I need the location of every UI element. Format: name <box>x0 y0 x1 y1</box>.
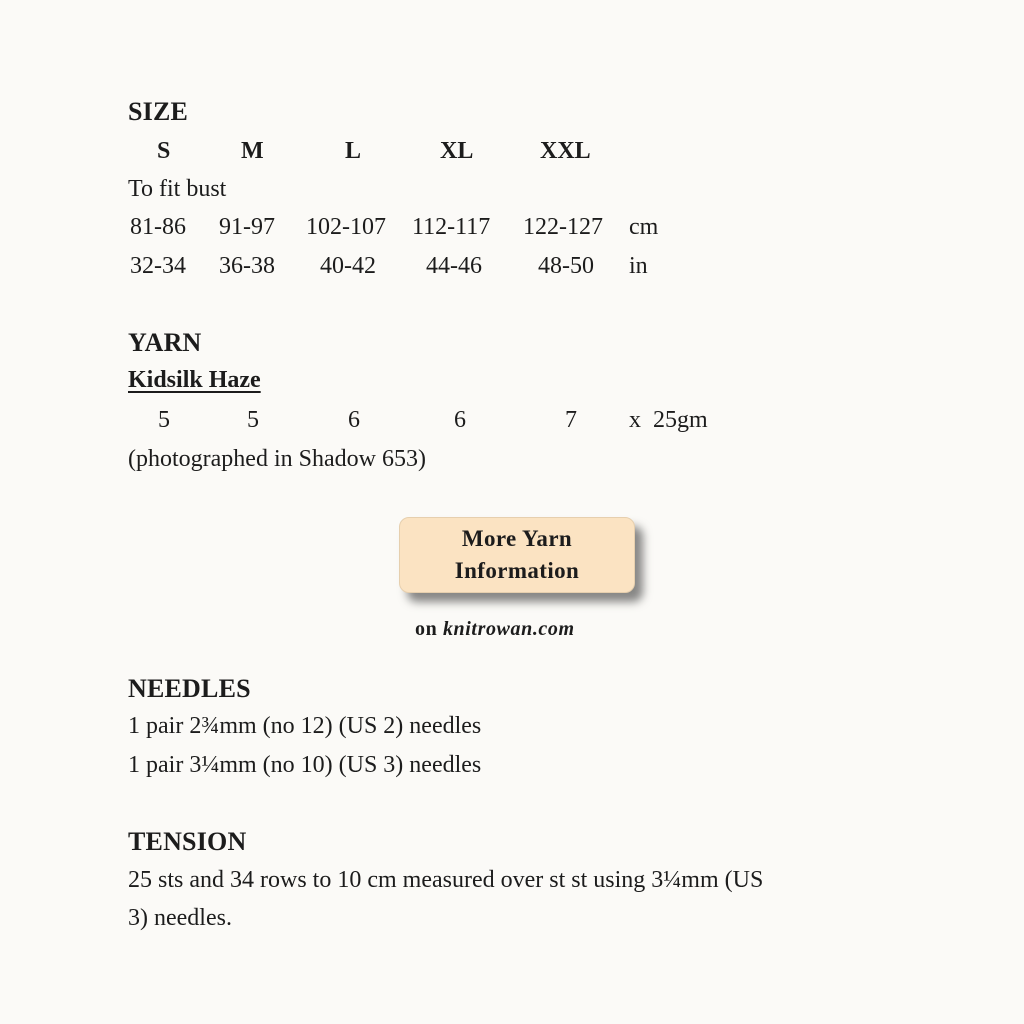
bust-cm-m: 91-97 <box>219 214 275 240</box>
tension-line-2: 3) needles. <box>128 905 232 931</box>
more-yarn-info-line1: More Yarn <box>461 526 573 551</box>
fit-bust-label: To fit bust <box>128 176 227 202</box>
bust-cm-unit: cm <box>629 214 659 240</box>
bust-in-xxl: 48-50 <box>538 253 594 279</box>
yarn-qty-xxl: 7 <box>565 407 577 433</box>
yarn-qty-xl: 6 <box>454 407 466 433</box>
yarn-qty-s: 5 <box>158 407 170 433</box>
yarn-qty-l: 6 <box>348 407 360 433</box>
more-yarn-info-button[interactable] <box>399 517 635 593</box>
needle-item-2: 1 pair 3¼mm (no 10) (US 3) needles <box>128 752 482 778</box>
size-label-xl: XL <box>440 138 474 164</box>
size-label-xxl: XXL <box>540 138 591 164</box>
bust-in-xl: 44-46 <box>426 253 482 279</box>
bust-in-s: 32-34 <box>130 253 186 279</box>
tension-line-1: 25 sts and 34 rows to 10 cm measured over st st using 3¼mm (US <box>128 867 764 893</box>
site-link[interactable]: knitrowan.com <box>442 618 575 640</box>
yarn-name: Kidsilk Haze <box>128 367 261 393</box>
yarn-qty-m: 5 <box>247 407 259 433</box>
bust-cm-s: 81-86 <box>130 214 186 240</box>
needles-heading: NEEDLES <box>128 674 251 703</box>
site-caption <box>415 618 575 641</box>
bust-cm-l: 102-107 <box>306 214 386 240</box>
yarn-qty-unit: x 25gm <box>629 407 708 433</box>
tension-heading: TENSION <box>128 827 247 856</box>
size-label-l: L <box>345 138 362 164</box>
yarn-photo-note: (photographed in Shadow 653) <box>128 446 426 472</box>
more-yarn-info-line2: Information <box>454 558 580 583</box>
size-heading: SIZE <box>128 97 189 126</box>
site-prefix: on <box>415 618 443 640</box>
yarn-heading: YARN <box>128 328 202 357</box>
size-label-s: S <box>157 138 171 164</box>
needle-item-1: 1 pair 2¾mm (no 12) (US 2) needles <box>128 713 482 739</box>
bust-in-m: 36-38 <box>219 253 275 279</box>
size-label-m: M <box>241 138 264 164</box>
bust-in-l: 40-42 <box>320 253 376 279</box>
bust-cm-xl: 112-117 <box>412 214 491 240</box>
bust-in-unit: in <box>629 253 648 279</box>
bust-cm-xxl: 122-127 <box>523 214 603 240</box>
